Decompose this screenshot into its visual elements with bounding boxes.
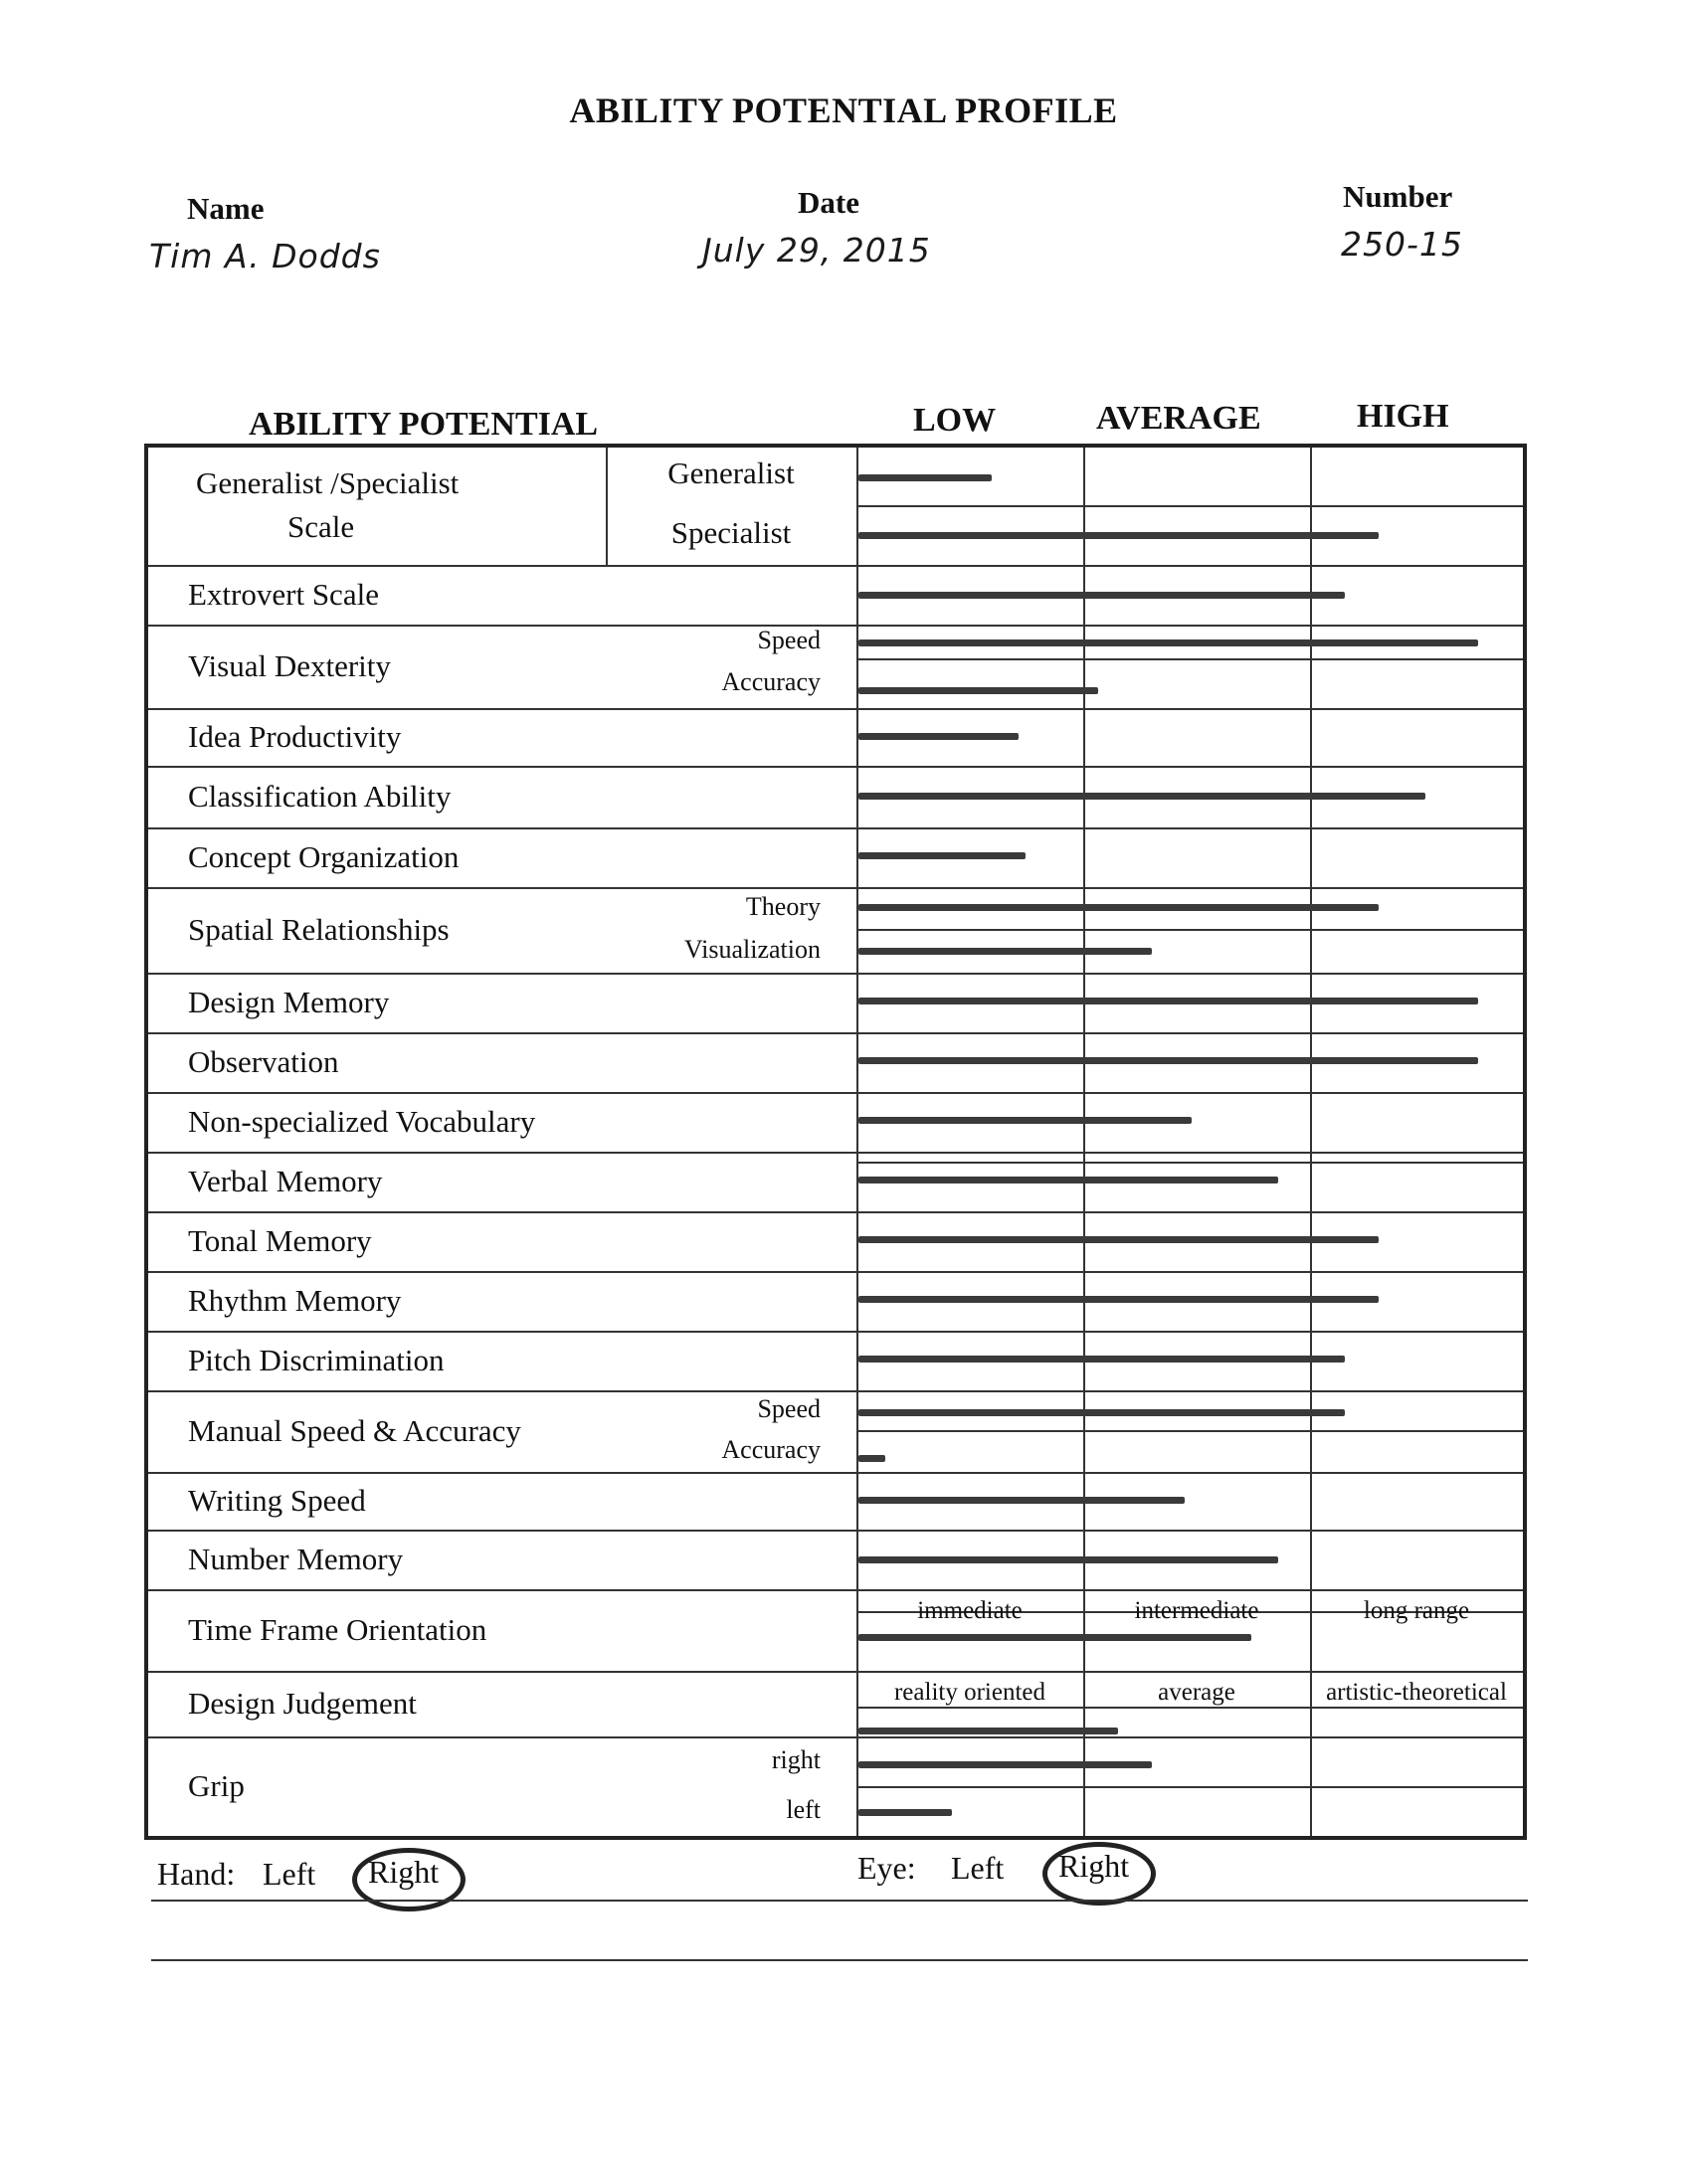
row-label: Number Memory [188,1542,404,1576]
design-judgement-score-bar [858,1728,1118,1734]
row-divider [148,1032,1523,1034]
row-divider [148,766,1523,768]
row-divider [148,1271,1523,1273]
average-column-divider [1083,448,1085,1836]
row-divider [148,565,1523,567]
sub-label: Theory [745,892,821,921]
number-label: Number [1343,179,1453,214]
scale-grid-line [856,1162,1523,1164]
manual-speed-score-bar [858,1409,1345,1416]
classification-ability-score-bar [858,793,1425,800]
row-label: Rhythm Memory [188,1283,402,1318]
footer-rule-2 [151,1959,1528,1961]
sub-label: left [786,1795,821,1824]
row-divider [148,1530,1523,1532]
generalist-score-bar [858,474,992,481]
visual-dexterity-speed-score-bar [858,639,1478,646]
row-divider [148,1211,1523,1213]
category-label: reality oriented [893,1679,1045,1706]
row-divider [148,973,1523,975]
row-label: Spatial Relationships [188,912,450,947]
row-label: Extrovert Scale [188,577,379,612]
spatial-visualization-score-bar [858,948,1152,955]
sub-label: Specialist [670,515,792,550]
row-divider [148,1472,1523,1474]
verbal-memory-score-bar [858,1177,1278,1183]
row-divider [148,827,1523,829]
number-value: 250-15 [1341,225,1463,264]
row-label: Grip [188,1768,245,1803]
hand-label: Hand: [157,1856,236,1892]
grip-right-score-bar [858,1761,1152,1768]
date-label: Date [798,185,859,220]
row-label: Time Frame Orientation [188,1612,487,1647]
extrovert-score-bar [858,592,1345,599]
sub-label: Accuracy [721,1435,821,1464]
number-memory-score-bar [858,1556,1278,1563]
row-label-line2: Scale [287,509,355,544]
design-memory-score-bar [858,998,1478,1004]
average-column-header: AVERAGE [1096,400,1261,437]
high-column-header: HIGH [1357,398,1449,435]
eye-label: Eye: [857,1850,916,1886]
date-value: July 29, 2015 [702,231,931,270]
row-label: Design Judgement [188,1686,417,1721]
ability-profile-table [144,444,1527,1840]
scale-grid-line [856,1430,1523,1432]
specialist-score-bar [858,532,1379,539]
eye-left-option: Left [951,1850,1005,1886]
row-divider [148,1589,1523,1591]
row-divider [148,1671,1523,1673]
category-label: artistic-theoretical [1326,1679,1507,1706]
row-divider [148,625,1523,627]
idea-productivity-score-bar [858,733,1019,740]
category-label: long range [1363,1597,1470,1624]
row-label: Concept Organization [188,839,460,874]
scale-grid-line [856,658,1523,660]
high-column-divider [1310,448,1312,1836]
scale-grid-line [856,505,1523,507]
hand-left-option: Left [263,1856,316,1892]
row-divider [148,887,1523,889]
eye-right-option: Right [1058,1848,1130,1884]
sub-label: right [771,1745,821,1774]
hand-right-option: Right [368,1854,440,1890]
rhythm-memory-score-bar [858,1296,1379,1303]
row-label: Classification Ability [188,779,452,814]
row-label: Generalist /Specialist [196,465,460,500]
time-frame-orientation-score-bar [858,1634,1251,1641]
sub-label: Accuracy [721,667,821,696]
sub-label: Generalist [667,455,795,490]
scale-grid-line [856,1707,1523,1709]
row-label: Design Memory [188,985,390,1019]
visual-dexterity-accuracy-score-bar [858,687,1098,694]
category-label: intermediate [1134,1597,1259,1624]
ability-column-header: ABILITY POTENTIAL [249,406,599,443]
sub-label: Visualization [683,935,821,964]
row-divider [148,1390,1523,1392]
name-label: Name [187,191,265,226]
low-column-divider [856,448,858,1836]
row-label: Visual Dexterity [188,648,391,683]
sub-label: Speed [757,626,821,654]
row-label: Manual Speed & Accuracy [188,1413,521,1448]
pitch-discrimination-score-bar [858,1356,1345,1363]
writing-speed-score-bar [858,1497,1185,1504]
category-label: immediate [917,1597,1023,1624]
footer-rule-1 [151,1900,1528,1902]
row-label: Verbal Memory [188,1164,383,1198]
hand-right-selected-circle [352,1848,466,1911]
concept-organization-score-bar [858,852,1026,859]
row-label: Idea Productivity [188,719,402,754]
name-value: Tim A. Dodds [149,237,381,275]
tonal-memory-score-bar [858,1236,1379,1243]
eye-right-selected-circle [1042,1842,1156,1906]
row-label: Writing Speed [188,1483,366,1518]
low-column-header: LOW [913,402,997,439]
manual-accuracy-score-bar [858,1455,885,1462]
category-label: average [1158,1679,1235,1706]
scale-grid-line [856,929,1523,931]
spatial-theory-score-bar [858,904,1379,911]
row-label: Pitch Discrimination [188,1343,445,1377]
row-divider [148,1152,1523,1154]
sub-label: Speed [757,1394,821,1423]
row-divider [148,1092,1523,1094]
observation-score-bar [858,1057,1478,1064]
page-title: ABILITY POTENTIAL PROFILE [569,91,1118,130]
scale-grid-line [856,1786,1523,1788]
row-divider [148,1331,1523,1333]
grip-left-score-bar [858,1809,952,1816]
row-divider [148,708,1523,710]
row-label: Observation [188,1044,339,1079]
row-label: Non-specialized Vocabulary [188,1104,536,1139]
row-label: Tonal Memory [188,1223,372,1258]
row-divider [148,1736,1523,1738]
non-specialized-vocabulary-score-bar [858,1117,1192,1124]
